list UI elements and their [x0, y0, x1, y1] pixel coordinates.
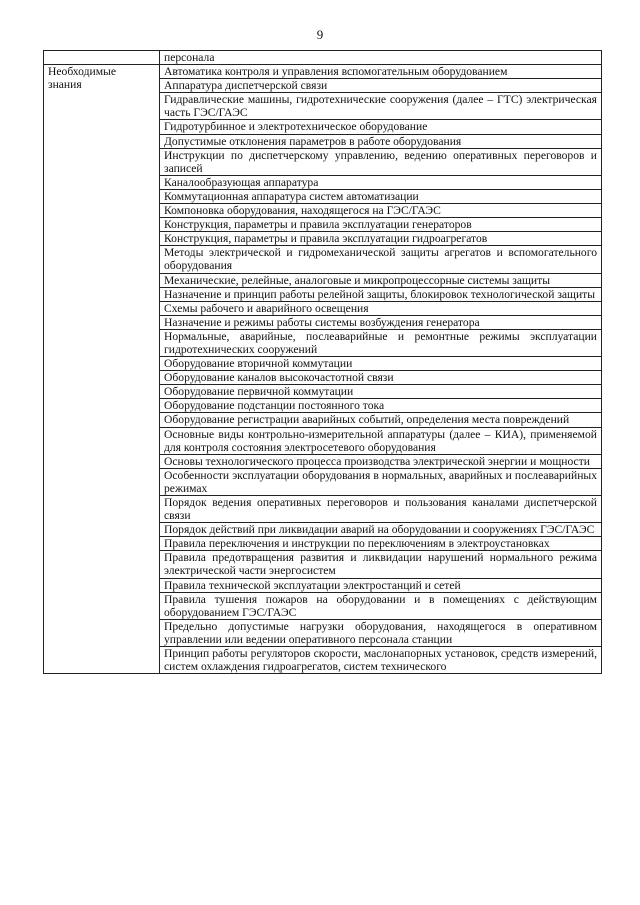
empty-label-cell	[44, 51, 160, 65]
knowledge-item: Правила предотвращения развития и ликвидации нарушений нормального режима электрической части энергосистем	[160, 551, 602, 578]
knowledge-item: Оборудование вторичной коммутации	[160, 357, 602, 371]
table-row	[44, 51, 602, 65]
knowledge-item: Основные виды контрольно-измерительной аппаратуры (далее – КИА), применяемой для контроля состояния электросетевого оборудования	[160, 427, 602, 454]
knowledge-item: Конструкция, параметры и правила эксплуатации генераторов	[160, 218, 602, 232]
knowledge-item: Назначение и принцип работы релейной защиты, блокировок технологической защиты	[160, 287, 602, 301]
knowledge-item: Порядок ведения оперативных переговоров и пользования каналами диспетчерской связи	[160, 496, 602, 523]
knowledge-item: Компоновка оборудования, находящегося на ГЭС/ГАЭС	[160, 204, 602, 218]
knowledge-item: Коммутационная аппаратура систем автоматизации	[160, 189, 602, 203]
knowledge-item: Автоматика контроля и управления вспомогательным оборудованием	[160, 65, 602, 79]
knowledge-item: Аппаратура диспетчерской связи	[160, 79, 602, 93]
page-number: 9	[316, 27, 324, 42]
knowledge-item: Схемы рабочего и аварийного освещения	[160, 301, 602, 315]
knowledge-item: Гидравлические машины, гидротехнические сооружения (далее – ГТС) электрическая часть ГЭС/ГАЭС	[160, 93, 602, 120]
knowledge-item: Оборудование каналов высокочастотной связи	[160, 371, 602, 385]
knowledge-item: Оборудование подстанции постоянного тока	[160, 399, 602, 413]
knowledge-item: Методы электрической и гидромеханической защиты агрегатов и вспомогательного оборудования	[160, 246, 602, 273]
knowledge-item: Правила переключения и инструкции по переключениям в электроустановках	[160, 537, 602, 551]
knowledge-item: Оборудование первичной коммутации	[160, 385, 602, 399]
knowledge-item: Оборудование регистрации аварийных событий, определения места повреждений	[160, 413, 602, 427]
knowledge-item: Механические, релейные, аналоговые и микропроцессорные системы защиты	[160, 273, 602, 287]
knowledge-item: Принцип работы регуляторов скорости, маслонапорных установок, средств измерений, систем охлаждения гидроагрегатов, систем технического	[160, 647, 602, 674]
knowledge-item: Особенности эксплуатации оборудования в нормальных, аварийных и послеаварийных режимах	[160, 468, 602, 495]
knowledge-item: Назначение и режимы работы системы возбуждения генератора	[160, 315, 602, 329]
section-label	[44, 65, 160, 674]
knowledge-item: Предельно допустимые нагрузки оборудования, находящегося в оперативном управлении или ведении оперативного персонала станции	[160, 619, 602, 646]
knowledge-item: Нормальные, аварийные, послеаварийные и ремонтные режимы эксплуатации гидротехнических сооружений	[160, 329, 602, 356]
knowledge-item: Основы технологического процесса производства электрической энергии и мощности	[160, 454, 602, 468]
knowledge-item: Каналообразующая аппаратура	[160, 175, 602, 189]
knowledge-requirements-table	[43, 50, 602, 674]
knowledge-item: Гидротурбинное и электротехническое оборудование	[160, 120, 602, 134]
knowledge-item: Инструкции по диспетчерскому управлению, ведению оперативных переговоров и записей	[160, 148, 602, 175]
knowledge-item: Конструкция, параметры и правила эксплуатации гидроагрегатов	[160, 232, 602, 246]
section-label-line2: знания	[48, 78, 82, 92]
table-row	[44, 65, 602, 79]
knowledge-item: Допустимые отклонения параметров в работе оборудования	[160, 134, 602, 148]
section-label-line1: Необходимые	[48, 65, 116, 79]
knowledge-item: Порядок действий при ликвидации аварий на оборудовании и сооружениях ГЭС/ГАЭС	[160, 523, 602, 537]
knowledge-item: Правила технической эксплуатации электростанций и сетей	[160, 578, 602, 592]
knowledge-item: Правила тушения пожаров на оборудовании и в помещениях с действующим оборудованием ГЭС/ГАЭС	[160, 592, 602, 619]
continuation-cell: персонала	[160, 51, 602, 65]
